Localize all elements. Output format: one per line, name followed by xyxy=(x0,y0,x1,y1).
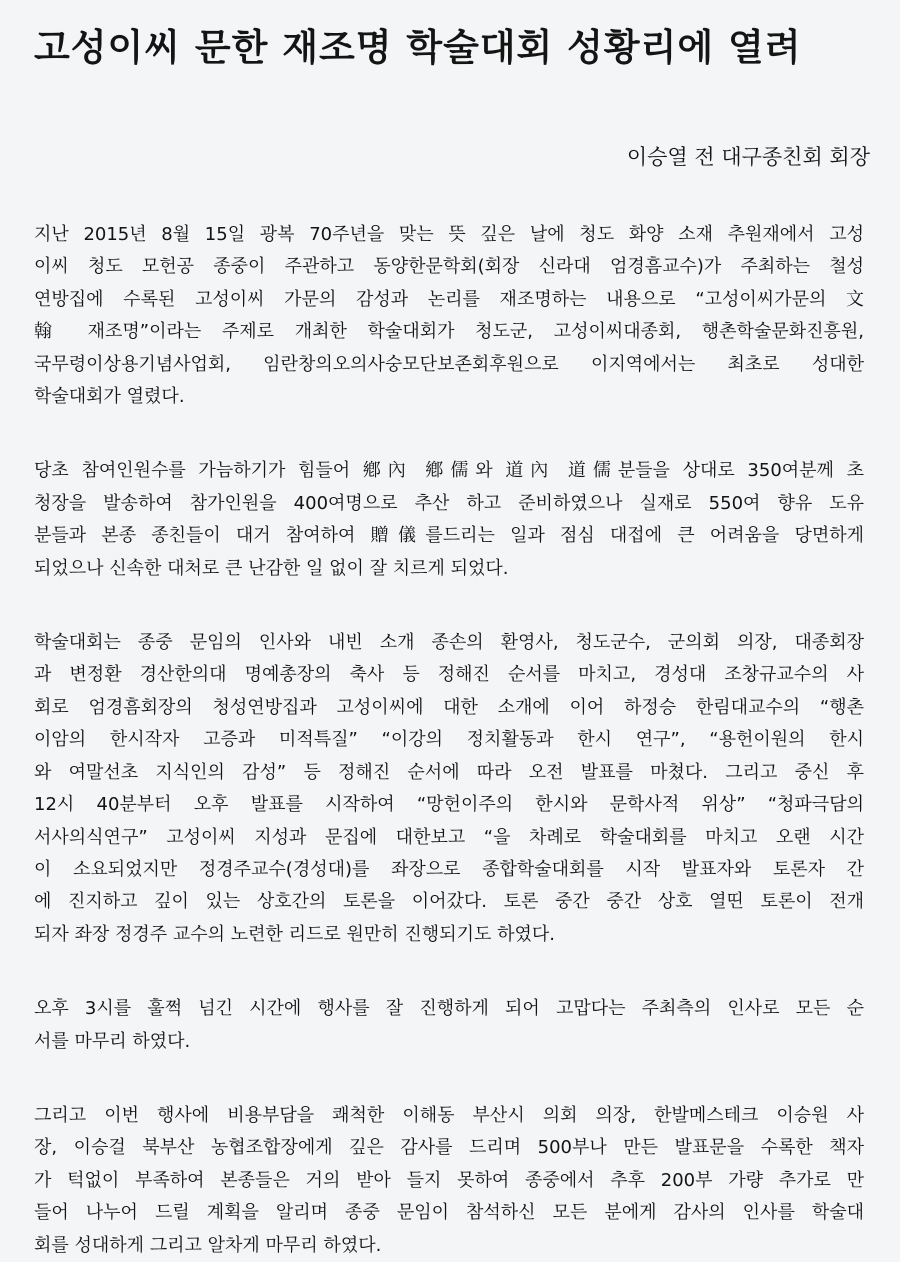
text-line: 이 소요되었지만 정경주교수(경성대)를 좌장으로 종합학술대회를 시작 발표자와 토론자 간 xyxy=(34,858,864,880)
text-line: 서사의식연구” 고성이씨 지성과 문집에 대한보고 “을 차례로 학술대회를 마치고 오랜 시간 xyxy=(34,826,864,848)
text-line: 翰 재조명”이라는 주제로 개최한 학술대회가 청도군, 고성이씨대종회, 행촌학술문화진흥원, xyxy=(34,321,864,343)
text-line: 가 턱없이 부족하여 본종들은 거의 받아 들지 못하여 종중에서 추후 200부 가량 추가로 만 xyxy=(34,1169,864,1191)
paragraph xyxy=(34,1100,864,1262)
author-byline: 이승열 전 대구종친회 회장 xyxy=(626,145,870,169)
text-line: 회를 성대하게 그리고 알차게 마무리 하였다. xyxy=(34,1234,382,1256)
text-line: 장, 이승걸 북부산 농협조합장에게 깊은 감사를 드리며 500부나 만든 발표문을 수록한 책자 xyxy=(34,1137,864,1159)
paragraph xyxy=(34,455,864,585)
text-line: 되었으나 신속한 대처로 큰 난감한 일 없이 잘 치르게 되었다. xyxy=(34,557,509,579)
text-line: 12시 40분부터 오후 발표를 시작하여 “망헌이주의 한시와 문학사적 위상” “청파극담의 xyxy=(34,794,864,816)
text-line: 되자 좌장 정경주 교수의 노련한 리드로 원만히 진행되기도 하였다. xyxy=(34,923,555,945)
article-title: 고성이씨 문한 재조명 학술대회 성황리에 열려 xyxy=(34,26,802,69)
text-line: 분들과 본종 종친들이 대거 참여하여 贈儀를드리는 일과 점심 대접에 큰 어려움을 당면하게 xyxy=(34,525,864,547)
article-body xyxy=(34,219,864,1262)
text-line: 지난 2015년 8월 15일 광복 70주년을 맞는 뜻 깊은 날에 청도 화양 소재 추원재에서 고성 xyxy=(34,224,864,245)
text-line: 이씨 청도 모헌공 종중이 주관하고 동양한문학회(회장 신라대 엄경흠교수)가 주최하는 철성 xyxy=(34,256,864,278)
text-line: 이암의 한시작자 고증과 미적특질” “이강의 정치활동과 한시 연구”, “용헌이원의 한시 xyxy=(34,729,864,751)
text-line: 회로 엄경흠회장의 청성연방집과 고성이씨에 대한 소개에 이어 하정승 한림대교수의 “행촌 xyxy=(34,696,864,718)
text-line: 청장을 발송하여 참가인원을 400여명으로 추산 하고 준비하였으나 실재로 550여 향유 도유 xyxy=(34,492,864,514)
text-line: 오후 3시를 훌쩍 넘긴 시간에 행사를 잘 진행하게 되어 고맙다는 주최측의 인사로 모든 순 xyxy=(34,998,864,1020)
text-line: 학술대회는 종중 문임의 인사와 내빈 소개 종손의 환영사, 청도군수, 군의회 의장, 대종회장 xyxy=(34,632,864,654)
text-line: 연방집에 수록된 고성이씨 가문의 감성과 논리를 재조명하는 내용으로 “고성이씨가문의 文 xyxy=(34,288,864,310)
paragraph xyxy=(34,219,864,413)
text-line: 에 진지하고 깊이 있는 상호간의 토론을 이어갔다. 토론 중간 중간 상호 열띤 토론이 전개 xyxy=(34,891,864,913)
text-line: 서를 마무리 하였다. xyxy=(34,1030,191,1052)
text-line: 학술대회가 열렸다. xyxy=(34,386,185,408)
text-line: 당초 참여인원수를 가늠하기가 힘들어 鄕內 鄕儒와 道內 道儒분들을 상대로 350여분께 초 xyxy=(34,460,864,482)
paragraph xyxy=(34,993,864,1058)
text-line: 와 여말선초 지식인의 감성” 등 정해진 순서에 따라 오전 발표를 마쳤다. 그리고 중신 후 xyxy=(34,761,864,783)
text-line: 들어 나누어 드릴 계획을 알리며 종중 문임이 참석하신 모든 분에게 감사의 인사를 학술대 xyxy=(34,1202,864,1224)
text-line: 그리고 이번 행사에 비용부담을 쾌척한 이해동 부산시 의회 의장, 한발메스테크 이승원 사 xyxy=(34,1104,864,1126)
text-line: 과 변정환 경산한의대 명예총장의 축사 등 정해진 순서를 마치고, 경성대 조창규교수의 사 xyxy=(34,664,864,686)
paragraph xyxy=(34,627,864,951)
text-line: 국무령이상용기념사업회, 임란창의오의사숭모단보존회후원으로 이지역에서는 최초로 성대한 xyxy=(34,353,864,375)
